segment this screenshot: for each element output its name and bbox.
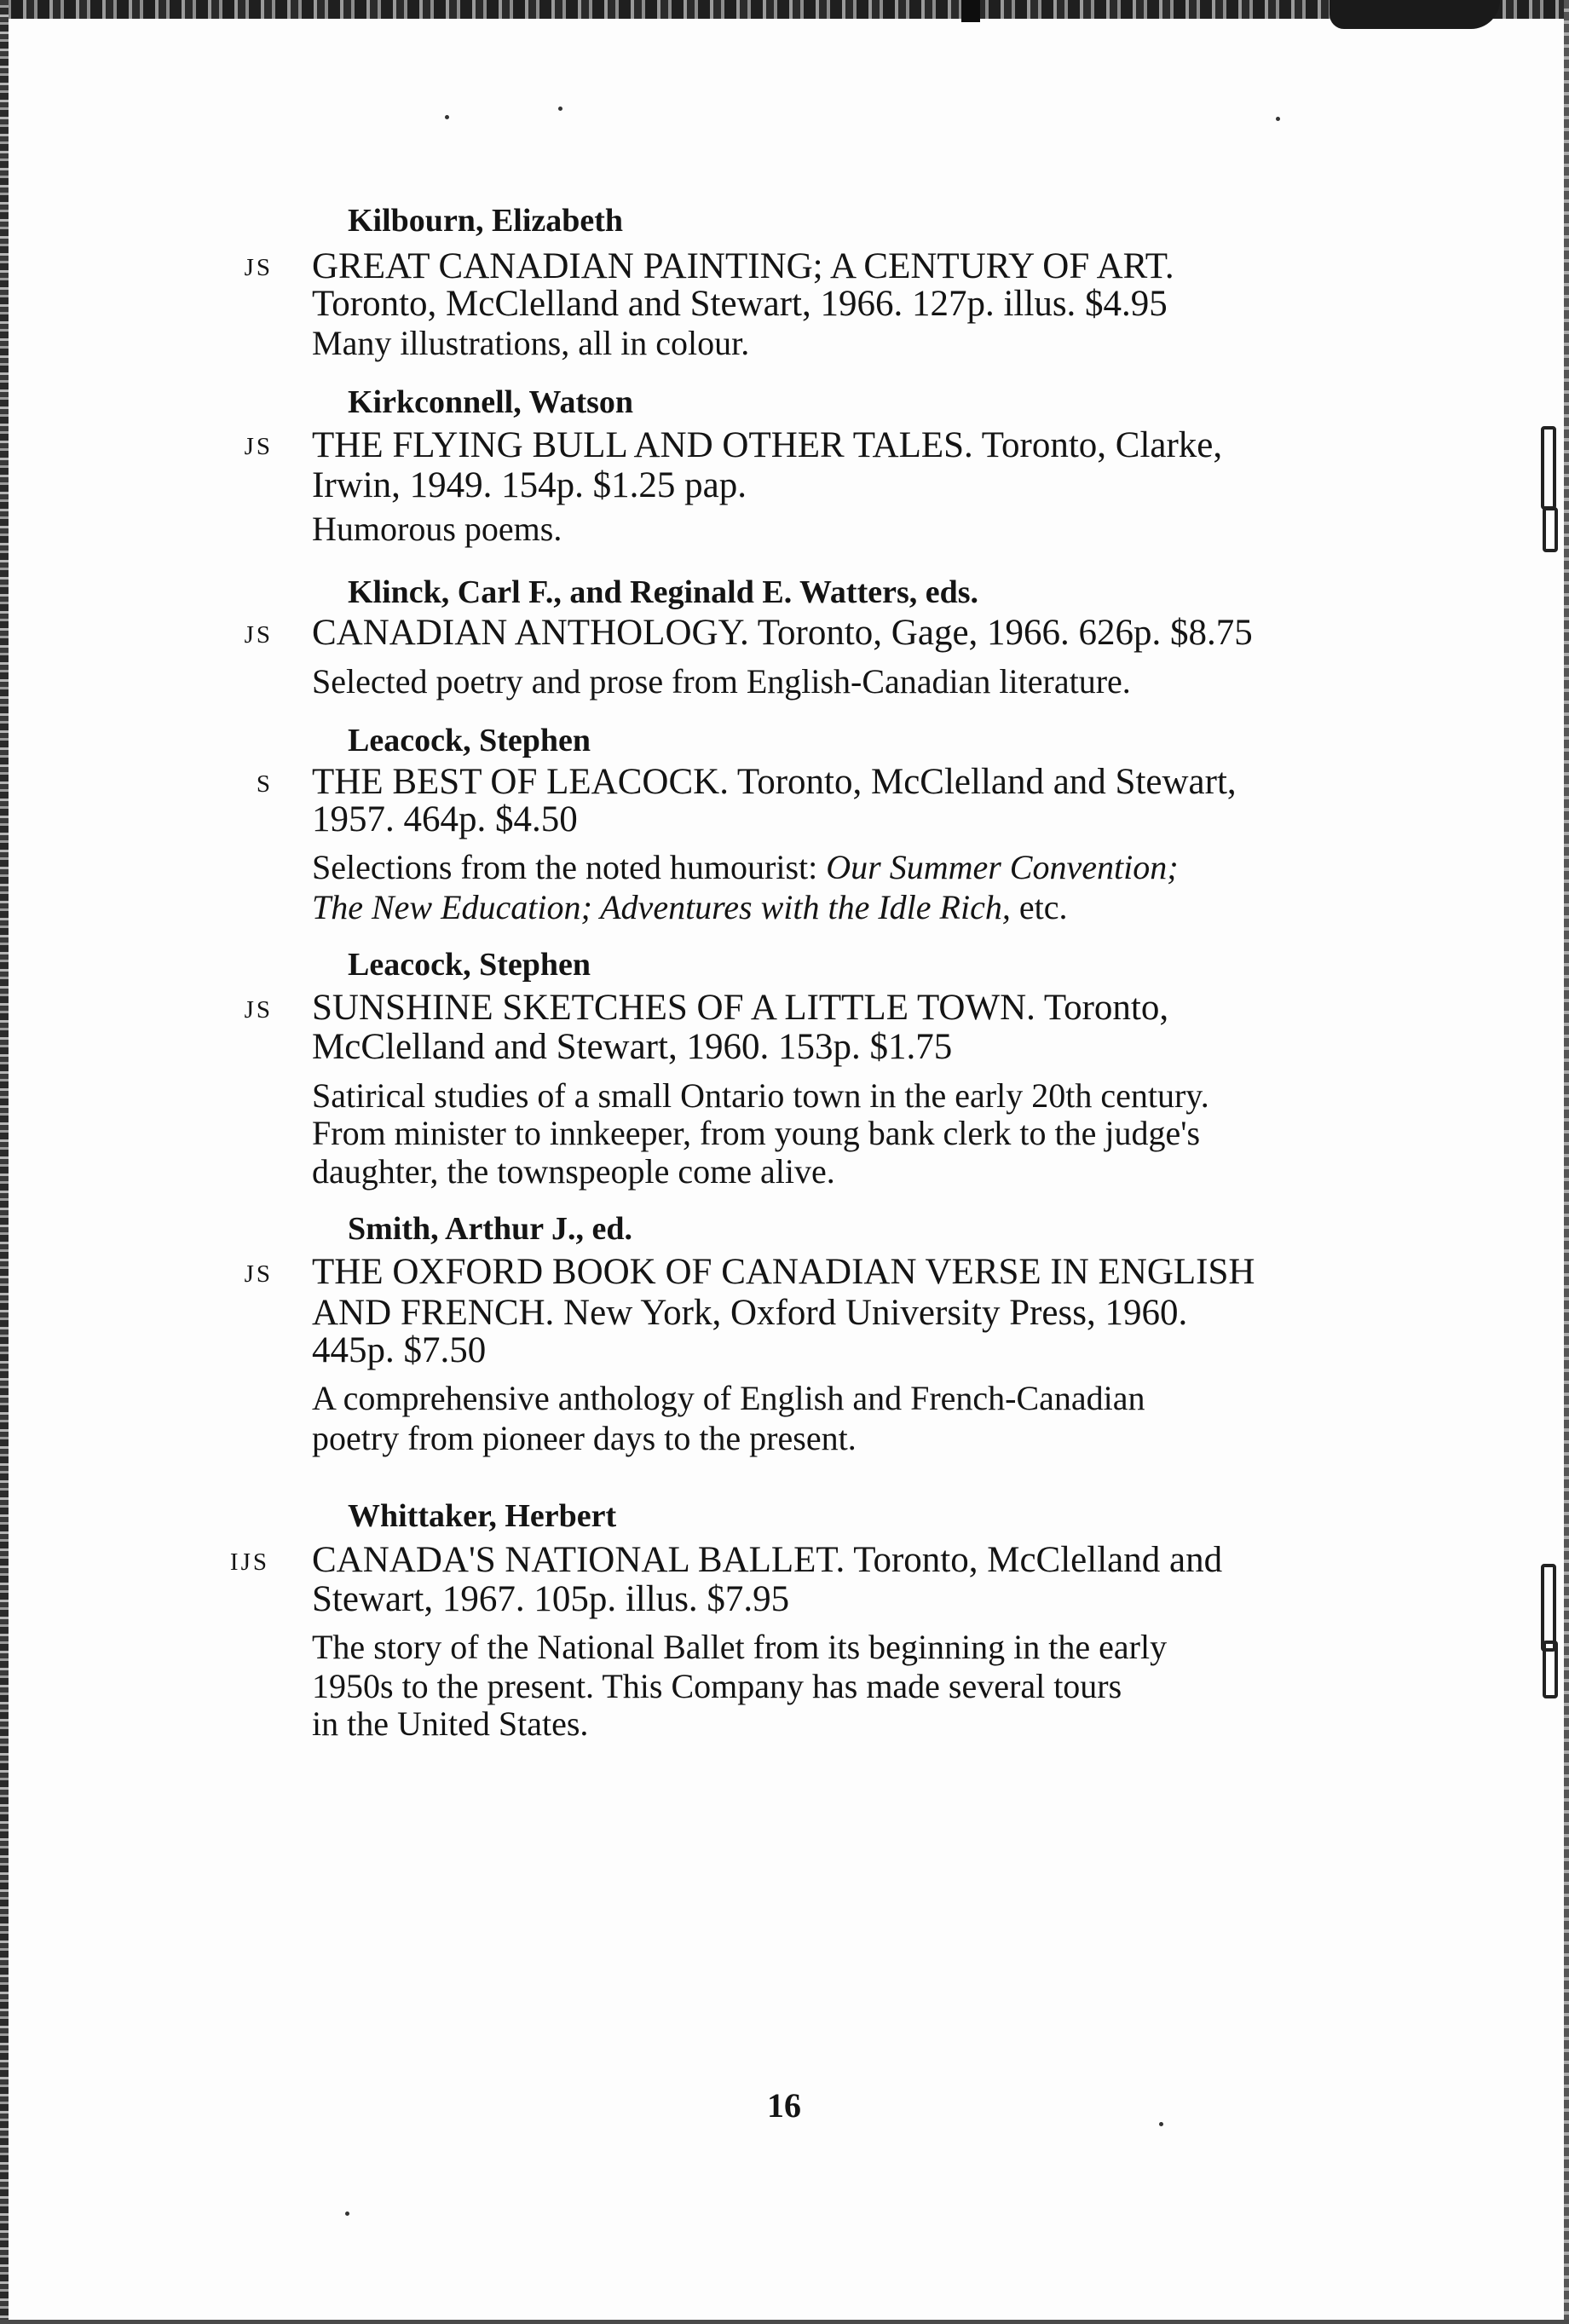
scan-right-border [1564, 0, 1569, 2324]
margin-mark [1543, 507, 1558, 552]
entry-title-line: CANADA'S NATIONAL BALLET. Toronto, McClelland and [312, 1540, 1223, 1580]
work-titles: The New Education; Adventures with the Idle Rich, [312, 888, 1011, 926]
entry-code: JS [244, 1260, 273, 1288]
entry-author: Kirkconnell, Watson [348, 384, 634, 420]
entry-author: Leacock, Stephen [348, 723, 591, 758]
entry-description-line: poetry from pioneer days to the present. [312, 1419, 857, 1457]
scan-speck [345, 2212, 349, 2216]
entry-author: Kilbourn, Elizabeth [348, 203, 624, 239]
page-number: 16 [767, 2086, 801, 2125]
entry-description-line: Humorous poems. [312, 510, 562, 548]
entry-title-line: CANADIAN ANTHOLOGY. Toronto, Gage, 1966. 626p. $8.75 [312, 613, 1253, 653]
entry-title-line: GREAT CANADIAN PAINTING; A CENTURY OF ART. [312, 246, 1174, 286]
entry-title-line: THE OXFORD BOOK OF CANADIAN VERSE IN ENGLISH [312, 1252, 1255, 1292]
work-titles: Our Summer Convention; [826, 848, 1179, 886]
entry-author: Whittaker, Herbert [348, 1498, 617, 1534]
scan-speck [445, 115, 449, 119]
entry-title-line: SUNSHINE SKETCHES OF A LITTLE TOWN. Toronto, [312, 988, 1169, 1028]
entry-description-line: From minister to innkeeper, from young bank clerk to the judge's [312, 1114, 1201, 1152]
entry-code: S [256, 770, 273, 798]
entry-code: JS [244, 621, 273, 649]
entry-description-line: Many illustrations, all in colour. [312, 324, 750, 362]
margin-mark [1543, 1641, 1558, 1698]
scan-speck [1276, 117, 1280, 121]
margin-mark [1541, 426, 1556, 510]
description-text: Selections from the noted humourist: [312, 848, 827, 886]
entry-description-line: The story of the National Ballet from its beginning in the early [312, 1628, 1168, 1666]
entry-code: JS [244, 996, 273, 1024]
scan-left-border [0, 0, 9, 2324]
entry-title-line: THE FLYING BULL AND OTHER TALES. Toronto, Clarke, [312, 425, 1223, 465]
entry-description-line: 1950s to the present. This Company has made several tours [312, 1667, 1122, 1705]
entry-description-line [312, 848, 1179, 887]
entry-title-line: Irwin, 1949. 154p. $1.25 pap. [312, 465, 747, 505]
entry-description-line: daughter, the townspeople come alive. [312, 1152, 835, 1191]
entry-title-line: Stewart, 1967. 105p. illus. $7.95 [312, 1579, 790, 1619]
scan-bottom-border [0, 2320, 1569, 2324]
scan-speck [558, 107, 562, 111]
entry-description-line [312, 888, 1067, 927]
scan-top-right-smudge [1330, 0, 1500, 29]
entry-title-line: THE BEST OF LEACOCK. Toronto, McClelland and Stewart, [312, 762, 1237, 802]
entry-description-line: Selected poetry and prose from English-Canadian literature. [312, 662, 1131, 701]
entry-code: IJS [229, 1548, 269, 1576]
entry-title-line: 1957. 464p. $4.50 [312, 799, 578, 839]
entry-code: JS [244, 433, 273, 460]
entry-title-line: Toronto, McClelland and Stewart, 1966. 127p. illus. $4.95 [312, 284, 1168, 324]
entry-title-line: AND FRENCH. New York, Oxford University Press, 1960. [312, 1293, 1188, 1333]
entry-description-line: A comprehensive anthology of English and French-Canadian [312, 1379, 1145, 1417]
entry-title-line: McClelland and Stewart, 1960. 153p. $1.75 [312, 1027, 953, 1067]
entry-author: Klinck, Carl F., and Reginald E. Watters, eds. [348, 574, 979, 610]
entry-author: Smith, Arthur J., ed. [348, 1211, 632, 1247]
entry-code: JS [244, 254, 273, 281]
description-text: etc. [1010, 888, 1068, 926]
entry-title-line: 445p. $7.50 [312, 1330, 487, 1370]
scan-top-mark [961, 0, 980, 22]
entry-description-line: Satirical studies of a small Ontario town in the early 20th century. [312, 1076, 1209, 1115]
margin-mark [1541, 1564, 1556, 1652]
scan-speck [1159, 2122, 1163, 2126]
entry-author: Leacock, Stephen [348, 947, 591, 983]
entry-description-line: in the United States. [312, 1704, 589, 1743]
